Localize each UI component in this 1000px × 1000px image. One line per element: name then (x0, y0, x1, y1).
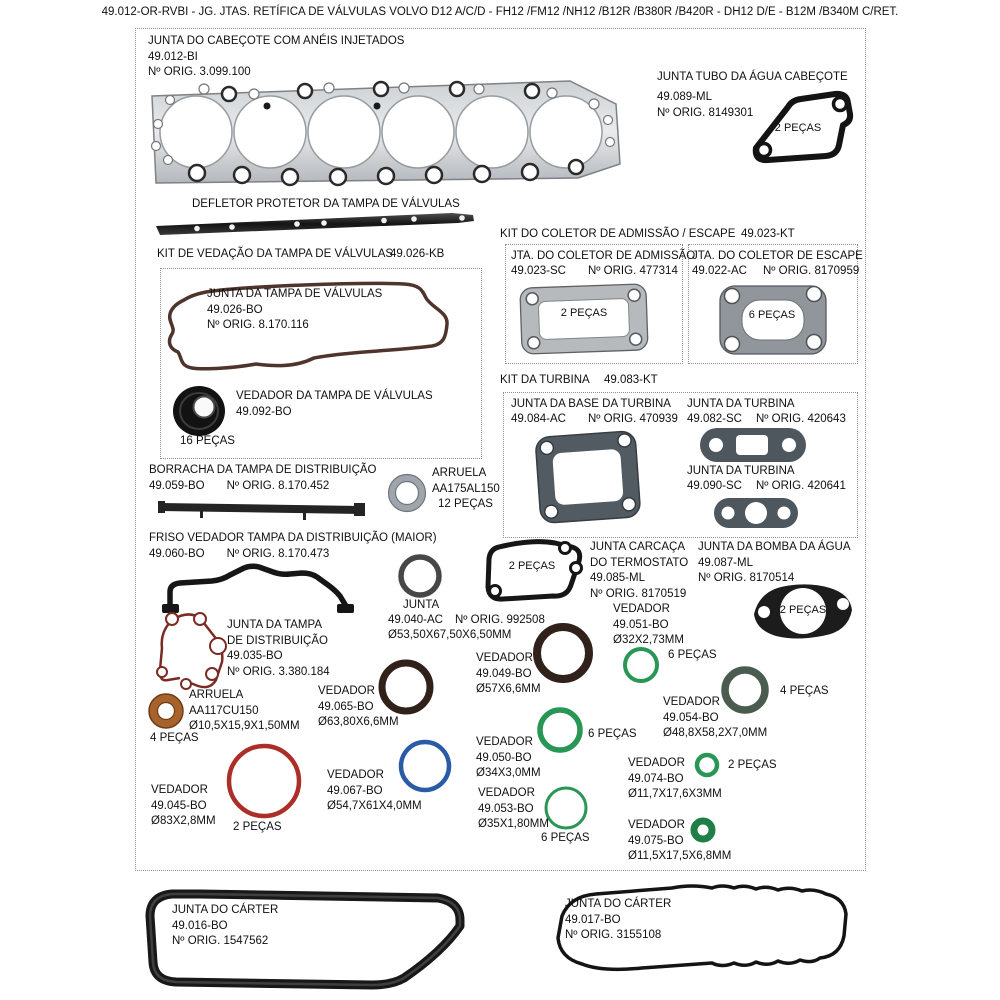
part-name: VEDADOR DA TAMPA DE VÁLVULAS (236, 390, 433, 402)
seal-053-qty: 6 PEÇAS (541, 832, 590, 844)
part-name-line1: JUNTA DA TAMPA (227, 619, 322, 631)
part-code: 49.065-BO (318, 700, 374, 713)
part-code: AA117CU150 (189, 704, 259, 717)
part-orig: Nº ORIG. 8.170.452 (226, 480, 330, 492)
thermostat-gasket-label (590, 540, 688, 602)
part-code: 49.085-ML (590, 572, 645, 584)
manifold-kit-name: KIT DO COLETOR DE ADMISSÃO / ESCAPE (500, 228, 736, 240)
head-gasket-label (148, 34, 404, 81)
part-orig: Nº ORIG. 8170519 (590, 587, 687, 600)
page-title: 49.012-OR-RVBI - JG. JTAS. RETÍFICA DE VÁLVULAS VOLVO D12 A/C/D - FH12 /FM12 /NH12 /B12R /B380R /B420R - DH12 D/E - B12M /B340M C/RET. (101, 6, 899, 18)
seal-054-label (663, 695, 767, 742)
copper-washer-qty: 4 PEÇAS (150, 732, 199, 744)
part-code: 49.050-BO (476, 751, 532, 764)
turbo-base-gasket-name: JUNTA DA BASE DA TURBINA (511, 398, 671, 410)
part-name: VEDADOR (476, 736, 533, 748)
part-orig: Nº ORIG. 8170959 (762, 265, 860, 277)
part-code: AA175AL150 (432, 482, 500, 495)
part-orig: Nº ORIG. 470939 (587, 413, 678, 425)
seal-053-label (478, 786, 549, 833)
valve-cover-seal-image (172, 385, 228, 437)
timing-cover-gasket-label (227, 618, 330, 680)
part-orig: Nº ORIG. 3155108 (565, 929, 662, 941)
seal-051-label (613, 602, 684, 649)
seal-050-qty: 6 PEÇAS (588, 728, 637, 740)
exhaust-gasket-name: JTA. DO COLETOR DE ESCAPE (692, 250, 863, 262)
part-code: 49.089-ML (657, 91, 712, 103)
intake-gasket-codes (511, 264, 678, 279)
part-code: 49.045-BO (151, 799, 207, 812)
part-code: 49.092-BO (236, 405, 292, 418)
seal-074-image (694, 752, 720, 778)
exhaust-gasket-codes (692, 264, 859, 279)
copper-washer-label (189, 688, 300, 735)
head-gasket-image (142, 76, 642, 188)
part-name: JUNTA DA BOMBA DA ÁGUA (698, 541, 851, 553)
part-code: 49.023-SC (511, 265, 566, 277)
part-name: VEDADOR (663, 696, 720, 708)
turbo-gasket-1-image (698, 424, 810, 466)
seal-075-image (690, 817, 716, 843)
turbo-gasket-1-name: JUNTA DA TURBINA (687, 398, 795, 410)
part-orig: Nº ORIG. 420641 (755, 480, 846, 492)
part-code: 49.012-BI (148, 50, 198, 63)
copper-washer-image (147, 692, 185, 730)
thermostat-gasket-qty: 2 PEÇAS (508, 560, 556, 572)
aluminum-washer-image (386, 472, 428, 514)
part-code: 49.054-BO (663, 711, 719, 724)
seal-053-image (543, 785, 589, 831)
seal-049-label (476, 651, 541, 698)
part-name-line2: DO TERMOSTATO (590, 556, 689, 569)
part-code: 49.084-AC (511, 413, 566, 425)
part-code: 49.074-BO (628, 772, 684, 785)
part-dim: Ø48,8X58,2X7,0MM (663, 727, 768, 739)
deflector-image (152, 210, 482, 240)
part-name: VEDADOR (613, 603, 670, 615)
part-orig: Nº ORIG. 3.380.184 (227, 665, 330, 678)
seal-051-qty: 6 PEÇAS (668, 649, 717, 661)
valve-cover-kit-code: 49.026-KB (390, 248, 445, 260)
turbo-gasket-2-name: JUNTA DA TURBINA (687, 465, 795, 477)
part-name: VEDADOR (478, 787, 535, 799)
seal-067-label (327, 768, 422, 815)
part-code: 49.026-BO (207, 303, 263, 316)
part-code: 49.075-BO (628, 834, 684, 847)
turbo-gasket-2-image (710, 492, 802, 534)
turbo-kit-code: 49.083-KT (604, 374, 658, 386)
part-name: VEDADOR (327, 769, 384, 781)
part-name: ARRUELA (189, 689, 244, 701)
aluminum-washer-label (432, 466, 500, 513)
part-code: 49.090-SC (687, 480, 742, 492)
intake-gasket-qty: 2 PEÇAS (560, 307, 608, 319)
friso-name: FRISO VEDADOR TAMPA DA DISTRIBUIÇÃO (MAIOR) (149, 532, 437, 544)
oil-pan-gasket-2-label (565, 897, 671, 944)
part-code: 49.049-BO (476, 667, 532, 680)
part-orig: Nº ORIG. 420643 (755, 413, 846, 425)
part-dim: Ø57X6,6MM (476, 683, 541, 695)
valve-cover-seal-qty: 16 PEÇAS (180, 435, 235, 447)
part-name: JUNTA DO CÁRTER (565, 898, 672, 910)
part-code: 49.051-BO (613, 618, 669, 631)
seal-045-image (225, 742, 303, 820)
part-name: VEDADOR (151, 784, 208, 796)
manifold-kit-code: 49.023-KT (741, 228, 795, 240)
oil-pan-gasket-1-label (172, 903, 278, 950)
part-name: VEDADOR (628, 819, 685, 831)
timing-rubber-codes (149, 479, 329, 494)
part-code: 49.017-BO (565, 913, 621, 926)
turbo-base-gasket-image (530, 424, 648, 532)
junta-040-codes (388, 613, 545, 628)
part-dim: Ø11,7X17,6X3MM (628, 788, 722, 800)
turbo-kit-name: KIT DA TURBINA (500, 374, 590, 386)
intake-gasket-name: JTA. DO COLETOR DE ADMISSÃO (511, 250, 696, 262)
part-code: 49.082-SC (687, 413, 742, 425)
seal-045-qty: 2 PEÇAS (233, 821, 282, 833)
part-dim: Ø63,80X6,6MM (318, 716, 399, 728)
part-name: JUNTA DO CÁRTER (172, 904, 279, 916)
part-code: 49.016-BO (172, 919, 228, 932)
part-code: 49.040-AC (388, 614, 443, 626)
timing-rubber-name: BORRACHA DA TAMPA DE DISTRIBUIÇÃO (149, 464, 377, 476)
part-name: JUNTA DA TAMPA DE VÁLVULAS (207, 288, 383, 300)
junta-040-image (395, 551, 445, 601)
part-code: 49.060-BO (149, 548, 205, 560)
valve-cover-gasket-label (207, 287, 382, 334)
part-dim: Ø10,5X15,9X1,50MM (189, 720, 300, 732)
exhaust-gasket-qty: 6 PEÇAS (748, 309, 796, 321)
part-orig: Nº ORIG. 8149301 (657, 106, 754, 119)
part-name: JUNTA DO CABEÇOTE COM ANÉIS INJETADOS (148, 35, 405, 47)
part-dim: Ø83X2,8MM (151, 815, 216, 827)
part-code: 49.035-BO (227, 650, 283, 662)
seal-050-image (536, 706, 584, 754)
part-dim: Ø54,7X61X4,0MM (327, 800, 422, 812)
part-qty: 12 PEÇAS (438, 498, 493, 510)
part-code: 49.022-AC (692, 265, 747, 277)
part-name: ARRUELA (432, 467, 487, 479)
timing-rubber-image (158, 495, 370, 523)
part-dim: Ø34X3,0MM (476, 767, 541, 779)
part-orig: Nº ORIG. 1547562 (172, 935, 269, 947)
part-code: 49.053-BO (478, 802, 534, 815)
part-orig: Nº ORIG. 477314 (587, 265, 678, 277)
part-name: VEDADOR (476, 652, 533, 664)
part-orig: Nº ORIG. 3.099.100 (148, 66, 251, 78)
water-tube-gasket-qty: 2 PEÇAS (774, 122, 822, 134)
junta-040-name: JUNTA (403, 599, 440, 611)
seal-045-label (151, 783, 216, 830)
part-code: 49.059-BO (149, 480, 205, 492)
part-name: VEDADOR (318, 685, 375, 697)
part-orig: Nº ORIG. 8.170.116 (207, 319, 309, 331)
water-tube-gasket-name: JUNTA TUBO DA ÁGUA CABEÇOTE (657, 71, 848, 83)
part-dim: Ø35X1,80MM (478, 818, 549, 830)
seal-050-label (476, 735, 541, 782)
seal-054-qty: 4 PEÇAS (780, 685, 829, 697)
seal-049-image (532, 620, 596, 686)
seal-051-image (620, 646, 664, 686)
part-orig: Nº ORIG. 992508 (454, 614, 545, 626)
part-code: 49.087-ML (698, 556, 753, 569)
seal-065-label (318, 684, 399, 731)
junta-040-dim: Ø53,50X67,50X6,50MM (388, 629, 512, 641)
part-dim: Ø32X2,73MM (613, 634, 684, 646)
part-name: VEDADOR (628, 757, 685, 769)
part-orig: Nº ORIG. 8170514 (698, 572, 795, 584)
part-code: 49.067-BO (327, 784, 383, 797)
water-pump-gasket-qty: 2 PEÇAS (779, 604, 827, 616)
intake-gasket-image (516, 280, 652, 360)
valve-cover-kit-name: KIT DE VEDAÇÃO DA TAMPA DE VÁLVULAS (157, 248, 394, 260)
seal-074-qty: 2 PEÇAS (728, 759, 777, 771)
part-orig: Nº ORIG. 8.170.473 (226, 548, 330, 560)
valve-cover-seal-label (236, 389, 433, 420)
part-name-line2: DE DISTRIBUIÇÃO (227, 634, 328, 647)
part-name-line1: JUNTA CARCAÇA (590, 541, 685, 553)
part-dim: Ø11,5X17,5X6,8MM (628, 850, 732, 862)
deflector-name: DEFLETOR PROTETOR DA TAMPA DE VÁLVULAS (192, 198, 460, 210)
